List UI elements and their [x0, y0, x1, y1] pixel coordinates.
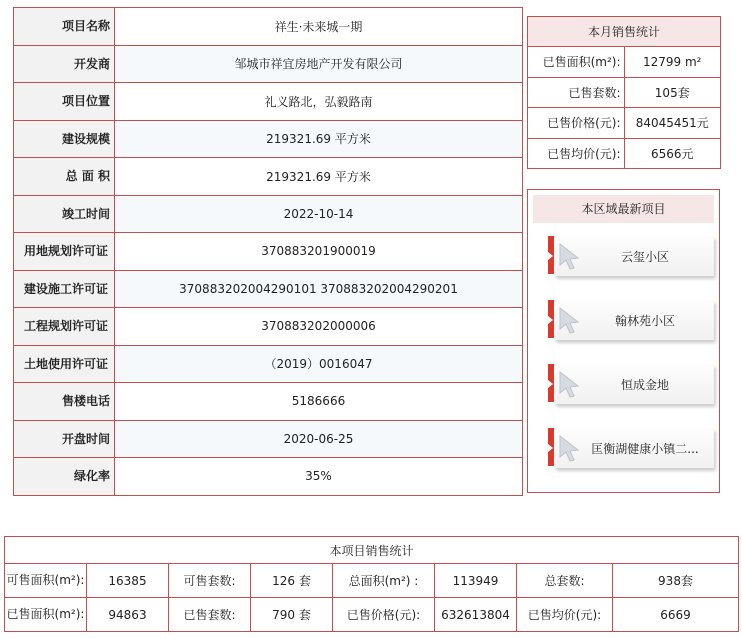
- available-area-value: 16385: [87, 564, 169, 598]
- label-land-use-permit: 土地使用许可证: [14, 345, 115, 383]
- value-opening-date: 2020-06-25: [115, 420, 523, 458]
- total-area-value: 113949: [435, 564, 517, 598]
- value-land-planning-permit: 370883201900019: [115, 233, 523, 271]
- project-card[interactable]: [554, 428, 714, 468]
- value-engineering-planning-permit: 370883202000006: [115, 308, 523, 346]
- total-units-label: 总套数:: [517, 564, 613, 598]
- label-project-name: 项目名称: [14, 8, 115, 46]
- value-land-use-permit: （2019）0016047: [115, 345, 523, 383]
- latest-project-name[interactable]: 云玺小区: [620, 250, 669, 264]
- value-location: 礼义路北，弘毅路南: [115, 83, 523, 121]
- monthly-avg-price-label: 已售均价(元):: [528, 138, 625, 169]
- project-card[interactable]: [554, 236, 714, 276]
- label-completion-date: 竣工时间: [14, 195, 115, 233]
- latest-project-name[interactable]: 翰林苑小区: [614, 314, 675, 328]
- label-land-planning-permit: 用地规划许可证: [14, 233, 115, 271]
- sold-price-label: 已售价格(元):: [333, 598, 435, 632]
- sold-units-value: 790 套: [251, 598, 333, 632]
- project-sales-title: 本项目销售统计: [5, 537, 739, 564]
- project-card[interactable]: [554, 364, 714, 404]
- sold-price-value: 632613804: [435, 598, 517, 632]
- label-engineering-planning-permit: 工程规划许可证: [14, 308, 115, 346]
- avg-price-value: 6669: [613, 598, 739, 632]
- label-location: 项目位置: [14, 83, 115, 121]
- project-sales-table: [4, 536, 739, 632]
- label-sales-phone: 售楼电话: [14, 383, 115, 421]
- value-total-area: 219321.69 平方米: [115, 158, 523, 196]
- value-project-name: 祥生·未来城一期: [115, 8, 523, 46]
- monthly-sales-title: 本月销售统计: [528, 17, 721, 47]
- value-construction-permit: 370883202004290101 370883202004290201: [115, 270, 523, 308]
- monthly-sold-units-value: 105套: [624, 77, 721, 108]
- monthly-sold-area-value: 12799 m²: [624, 47, 721, 78]
- label-build-scale: 建设规模: [14, 120, 115, 158]
- value-green-rate: 35%: [115, 458, 523, 496]
- latest-projects-panel: [527, 189, 720, 493]
- label-construction-permit: 建设施工许可证: [14, 270, 115, 308]
- latest-project-link[interactable]: [548, 428, 716, 474]
- monthly-sold-price-value: 84045451元: [624, 108, 721, 139]
- latest-project-name[interactable]: 恒成金地: [620, 378, 669, 392]
- monthly-sales-table: [527, 16, 721, 169]
- monthly-sold-area-label: 已售面积(m²):: [528, 47, 625, 78]
- available-units-label: 可售套数:: [169, 564, 251, 598]
- monthly-avg-price-value: 6566元: [624, 138, 721, 169]
- latest-projects-title: 本区域最新项目: [533, 195, 714, 223]
- project-info-table: [13, 7, 523, 496]
- monthly-sold-units-label: 已售套数:: [528, 77, 625, 108]
- label-opening-date: 开盘时间: [14, 420, 115, 458]
- project-card[interactable]: [554, 300, 714, 340]
- sold-area-value: 94863: [87, 598, 169, 632]
- label-green-rate: 绿化率: [14, 458, 115, 496]
- available-area-label: 可售面积(m²):: [5, 564, 87, 598]
- total-area-label: 总面积(m²) :: [333, 564, 435, 598]
- cursor-arrow-icon: [558, 306, 582, 334]
- label-total-area: 总 面 积: [14, 158, 115, 196]
- cursor-arrow-icon: [558, 242, 582, 270]
- value-completion-date: 2022-10-14: [115, 195, 523, 233]
- value-sales-phone: 5186666: [115, 383, 523, 421]
- latest-project-link[interactable]: [548, 364, 716, 410]
- available-units-value: 126 套: [251, 564, 333, 598]
- total-units-value: 938套: [613, 564, 739, 598]
- value-developer: 邹城市祥宜房地产开发有限公司: [115, 45, 523, 83]
- sold-units-label: 已售套数:: [169, 598, 251, 632]
- latest-project-name[interactable]: 匡衡湖健康小镇二...: [591, 442, 699, 456]
- monthly-sold-price-label: 已售价格(元):: [528, 108, 625, 139]
- latest-project-link[interactable]: [548, 300, 716, 346]
- cursor-arrow-icon: [558, 370, 582, 398]
- sold-area-label: 已售面积(m²):: [5, 598, 87, 632]
- label-developer: 开发商: [14, 45, 115, 83]
- latest-project-link[interactable]: [548, 236, 716, 282]
- value-build-scale: 219321.69 平方米: [115, 120, 523, 158]
- cursor-arrow-icon: [558, 434, 582, 462]
- avg-price-label: 已售均价(元):: [517, 598, 613, 632]
